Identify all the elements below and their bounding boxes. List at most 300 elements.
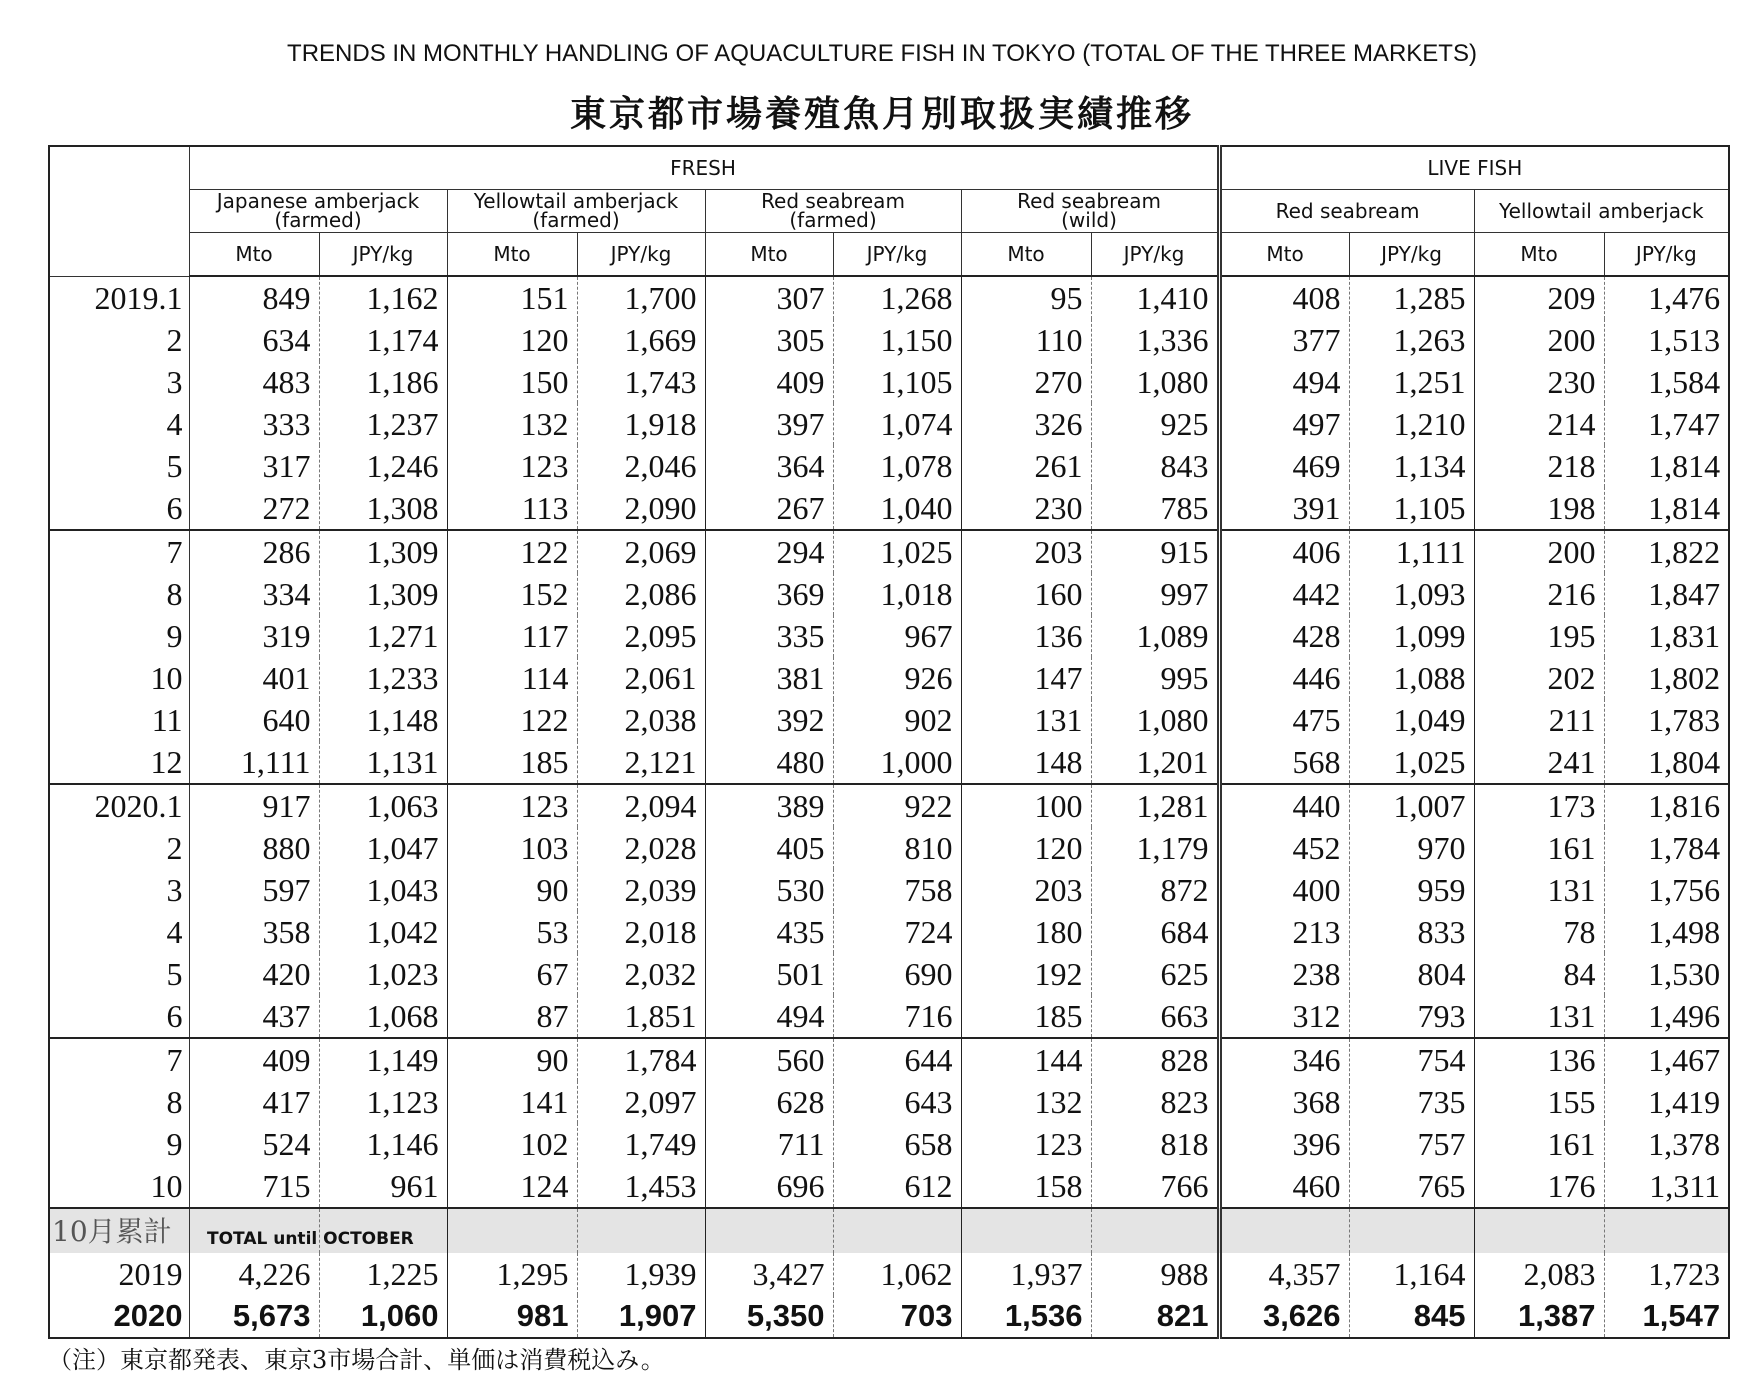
price-cell: 922 [833,784,961,827]
price-cell: 997 [1091,573,1219,615]
period-cell: 12 [49,741,189,784]
volume-cell: 192 [961,953,1091,995]
price-cell: 1,309 [319,530,447,573]
price-cell: 1,162 [319,276,447,319]
volume-cell: 144 [961,1038,1091,1081]
price-cell: 1,049 [1349,699,1474,741]
volume-cell: 460 [1219,1165,1349,1208]
volume-cell: 401 [189,657,319,699]
volume-cell: 358 [189,911,319,953]
price-cell: 995 [1091,657,1219,699]
price-cell: 1,784 [577,1038,705,1081]
species-header [705,190,961,233]
volume-cell: 147 [961,657,1091,699]
price-cell: 1,025 [1349,741,1474,784]
price-cell: 1,123 [319,1081,447,1123]
volume-cell: 497 [1219,403,1349,445]
price-cell: 2,061 [577,657,705,699]
volume-cell: 100 [961,784,1091,827]
volume-cell: 148 [961,741,1091,784]
period-cell: 2 [49,827,189,869]
volume-cell: 494 [1219,361,1349,403]
volume-cell: 84 [1474,953,1604,995]
price-cell: 872 [1091,869,1219,911]
volume-cell: 396 [1219,1123,1349,1165]
species-name: Yellowtail amberjack [1499,198,1704,223]
volume-cell: 114 [447,657,577,699]
price-cell: 988 [1091,1253,1219,1295]
price-cell: 1,210 [1349,403,1474,445]
price-cell: 823 [1091,1081,1219,1123]
price-cell: 1,749 [577,1123,705,1165]
price-cell: 1,831 [1604,615,1729,657]
volume-cell: 261 [961,445,1091,487]
volume-cell: 53 [447,911,577,953]
volume-cell: 161 [1474,1123,1604,1165]
price-cell: 970 [1349,827,1474,869]
table-row [49,699,1729,741]
volume-cell: 1,111 [189,741,319,784]
volume-cell: 90 [447,869,577,911]
volume-cell: 131 [961,699,1091,741]
volume-cell: 5,350 [705,1295,833,1338]
price-cell: 1,907 [577,1295,705,1338]
volume-cell: 95 [961,276,1091,319]
table-row [49,445,1729,487]
unit-header-row [49,233,1729,277]
volume-cell: 305 [705,319,833,361]
price-cell: 845 [1349,1295,1474,1338]
price-cell: 1,285 [1349,276,1474,319]
price-cell: 1,251 [1349,361,1474,403]
volume-cell: 435 [705,911,833,953]
price-cell: 1,816 [1604,784,1729,827]
volume-cell: 113 [447,487,577,530]
period-cell: 2020 [49,1295,189,1338]
price-cell: 915 [1091,530,1219,573]
species-name: Red seabream [1275,198,1420,223]
volume-cell: 568 [1219,741,1349,784]
price-cell: 1,669 [577,319,705,361]
price-cell: 1,410 [1091,276,1219,319]
totals-label-japanese: 10月累計 [52,1215,172,1248]
species-header [189,190,447,233]
group-header-fresh: FRESH [189,146,1219,190]
volume-cell: 364 [705,445,833,487]
price-cell: 1,700 [577,276,705,319]
volume-cell: 326 [961,403,1091,445]
volume-cell: 131 [1474,995,1604,1038]
unit-header-mto: Mto [705,233,833,277]
price-cell: 1,756 [1604,869,1729,911]
volume-cell: 446 [1219,657,1349,699]
price-cell: 1,089 [1091,615,1219,657]
price-cell: 2,090 [577,487,705,530]
volume-cell: 203 [961,869,1091,911]
volume-cell: 122 [447,530,577,573]
species-name: Red seabream [1017,189,1161,213]
price-cell: 1,093 [1349,573,1474,615]
period-cell: 4 [49,911,189,953]
volume-cell: 120 [447,319,577,361]
price-cell: 690 [833,953,961,995]
price-cell: 925 [1091,403,1219,445]
empty-cell [961,1208,1091,1253]
species-header [961,190,1219,233]
page-title-japanese: 東京都市場養殖魚月別取扱実績推移 [569,93,1194,135]
volume-cell: 397 [705,403,833,445]
period-cell: 10 [49,1165,189,1208]
price-cell: 1,237 [319,403,447,445]
price-cell: 1,007 [1349,784,1474,827]
price-cell: 1,233 [319,657,447,699]
price-cell: 1,062 [833,1253,961,1295]
price-cell: 2,086 [577,573,705,615]
volume-cell: 494 [705,995,833,1038]
empty-cell [1091,1208,1219,1253]
volume-cell: 151 [447,276,577,319]
volume-cell: 238 [1219,953,1349,995]
volume-cell: 452 [1219,827,1349,869]
volume-cell: 346 [1219,1038,1349,1081]
volume-cell: 230 [961,487,1091,530]
volume-cell: 176 [1474,1165,1604,1208]
species-qualifier: (farmed) [789,208,877,232]
volume-cell: 634 [189,319,319,361]
volume-cell: 5,673 [189,1295,319,1338]
volume-cell: 200 [1474,530,1604,573]
unit-header-mto: Mto [189,233,319,277]
period-cell: 6 [49,487,189,530]
group-header-live: LIVE FISH [1219,146,1729,190]
price-cell: 833 [1349,911,1474,953]
volume-cell: 501 [705,953,833,995]
table-row [49,361,1729,403]
volume-cell: 67 [447,953,577,995]
volume-cell: 270 [961,361,1091,403]
species-name: Yellowtail amberjack [473,189,679,213]
period-cell: 8 [49,573,189,615]
price-cell: 1,111 [1349,530,1474,573]
volume-cell: 2,083 [1474,1253,1604,1295]
period-cell: 7 [49,530,189,573]
price-cell: 1,336 [1091,319,1219,361]
price-cell: 810 [833,827,961,869]
empty-cell [577,1208,705,1253]
price-cell: 1,149 [319,1038,447,1081]
volume-cell: 150 [447,361,577,403]
table-row [49,911,1729,953]
page-title-english: TRENDS IN MONTHLY HANDLING OF AQUACULTURE FISH IN TOKYO (TOTAL OF THE THREE MARKETS) [287,40,1477,67]
price-cell: 758 [833,869,961,911]
volume-cell: 122 [447,699,577,741]
volume-cell: 230 [1474,361,1604,403]
price-cell: 2,121 [577,741,705,784]
table-body [49,276,1729,1338]
volume-cell: 334 [189,573,319,615]
price-cell: 1,105 [833,361,961,403]
table-row [49,487,1729,530]
price-cell: 1,784 [1604,827,1729,869]
species-header [1219,190,1474,233]
species-header [447,190,705,233]
volume-cell: 640 [189,699,319,741]
volume-cell: 78 [1474,911,1604,953]
price-cell: 1,078 [833,445,961,487]
period-cell: 10 [49,657,189,699]
volume-cell: 307 [705,276,833,319]
price-cell: 1,847 [1604,573,1729,615]
price-cell: 765 [1349,1165,1474,1208]
price-cell: 1,134 [1349,445,1474,487]
species-name: Japanese amberjack [216,189,420,213]
price-cell: 1,040 [833,487,961,530]
price-cell: 1,246 [319,445,447,487]
volume-cell: 420 [189,953,319,995]
volume-cell: 202 [1474,657,1604,699]
price-cell: 1,723 [1604,1253,1729,1295]
period-cell: 2019.1 [49,276,189,319]
price-cell: 1,068 [319,995,447,1038]
price-cell: 663 [1091,995,1219,1038]
price-cell: 785 [1091,487,1219,530]
volume-cell: 469 [1219,445,1349,487]
volume-cell: 132 [961,1081,1091,1123]
price-cell: 2,039 [577,869,705,911]
volume-cell: 117 [447,615,577,657]
volume-cell: 123 [447,445,577,487]
volume-cell: 218 [1474,445,1604,487]
unit-header-price: JPY/kg [833,233,961,277]
price-cell: 1,164 [1349,1253,1474,1295]
volume-cell: 981 [447,1295,577,1338]
volume-cell: 880 [189,827,319,869]
price-cell: 1,268 [833,276,961,319]
volume-cell: 267 [705,487,833,530]
table-row [49,1081,1729,1123]
volume-cell: 198 [1474,487,1604,530]
price-cell: 1,080 [1091,361,1219,403]
price-cell: 1,513 [1604,319,1729,361]
unit-header-mto: Mto [447,233,577,277]
price-cell: 643 [833,1081,961,1123]
table-row [49,530,1729,573]
volume-cell: 317 [189,445,319,487]
price-cell: 1,476 [1604,276,1729,319]
price-cell: 735 [1349,1081,1474,1123]
table-row [49,869,1729,911]
price-cell: 902 [833,699,961,741]
volume-cell: 524 [189,1123,319,1165]
volume-cell: 152 [447,573,577,615]
price-cell: 1,939 [577,1253,705,1295]
volume-cell: 428 [1219,615,1349,657]
price-cell: 1,802 [1604,657,1729,699]
price-cell: 804 [1349,953,1474,995]
price-cell: 926 [833,657,961,699]
volume-cell: 917 [189,784,319,827]
totals-label-english: TOTAL until OCTOBER [207,1229,414,1249]
table-row [49,1165,1729,1208]
unit-header-price: JPY/kg [1349,233,1474,277]
price-cell: 2,046 [577,445,705,487]
price-cell: 2,094 [577,784,705,827]
table-row [49,741,1729,784]
price-cell: 1,074 [833,403,961,445]
price-cell: 1,747 [1604,403,1729,445]
totals-row [49,1295,1729,1338]
price-cell: 1,308 [319,487,447,530]
volume-cell: 475 [1219,699,1349,741]
volume-cell: 312 [1219,995,1349,1038]
volume-cell: 158 [961,1165,1091,1208]
volume-cell: 203 [961,530,1091,573]
price-cell: 612 [833,1165,961,1208]
price-cell: 1,453 [577,1165,705,1208]
period-cell: 5 [49,953,189,995]
price-cell: 1,851 [577,995,705,1038]
volume-cell: 1,536 [961,1295,1091,1338]
price-cell: 625 [1091,953,1219,995]
empty-cell [1219,1208,1349,1253]
volume-cell: 123 [447,784,577,827]
volume-cell: 102 [447,1123,577,1165]
price-cell: 1,822 [1604,530,1729,573]
volume-cell: 213 [1219,911,1349,953]
price-cell: 959 [1349,869,1474,911]
volume-cell: 409 [705,361,833,403]
volume-cell: 389 [705,784,833,827]
volume-cell: 483 [189,361,319,403]
price-cell: 1,023 [319,953,447,995]
period-cell: 11 [49,699,189,741]
volume-cell: 87 [447,995,577,1038]
price-cell: 1,271 [319,615,447,657]
table-row [49,827,1729,869]
period-cell: 9 [49,615,189,657]
table-row [49,657,1729,699]
volume-cell: 442 [1219,573,1349,615]
table-row [49,403,1729,445]
volume-cell: 400 [1219,869,1349,911]
price-cell: 2,018 [577,911,705,953]
volume-cell: 195 [1474,615,1604,657]
price-cell: 961 [319,1165,447,1208]
price-cell: 1,467 [1604,1038,1729,1081]
volume-cell: 132 [447,403,577,445]
price-cell: 1,783 [1604,699,1729,741]
price-cell: 1,263 [1349,319,1474,361]
species-qualifier: (wild) [1061,208,1117,232]
price-cell: 818 [1091,1123,1219,1165]
period-cell: 2 [49,319,189,361]
period-cell: 8 [49,1081,189,1123]
volume-cell: 408 [1219,276,1349,319]
volume-cell: 123 [961,1123,1091,1165]
table-row [49,1123,1729,1165]
corner-cell [49,146,189,276]
volume-cell: 90 [447,1038,577,1081]
price-cell: 1,309 [319,573,447,615]
price-cell: 821 [1091,1295,1219,1338]
period-cell: 6 [49,995,189,1038]
volume-cell: 333 [189,403,319,445]
species-qualifier: (farmed) [274,208,362,232]
volume-cell: 216 [1474,573,1604,615]
table-row [49,319,1729,361]
price-cell: 1,201 [1091,741,1219,784]
price-cell: 757 [1349,1123,1474,1165]
volume-cell: 120 [961,827,1091,869]
volume-cell: 185 [447,741,577,784]
price-cell: 1,547 [1604,1295,1729,1338]
price-cell: 2,032 [577,953,705,995]
price-cell: 1,080 [1091,699,1219,741]
volume-cell: 209 [1474,276,1604,319]
volume-cell: 530 [705,869,833,911]
volume-cell: 3,626 [1219,1295,1349,1338]
price-cell: 1,042 [319,911,447,953]
price-cell: 1,496 [1604,995,1729,1038]
volume-cell: 628 [705,1081,833,1123]
unit-header-mto: Mto [1474,233,1604,277]
volume-cell: 405 [705,827,833,869]
volume-cell: 597 [189,869,319,911]
price-cell: 2,095 [577,615,705,657]
price-cell: 843 [1091,445,1219,487]
price-cell: 658 [833,1123,961,1165]
price-cell: 2,097 [577,1081,705,1123]
volume-cell: 335 [705,615,833,657]
volume-cell: 369 [705,573,833,615]
period-cell: 2019 [49,1253,189,1295]
volume-cell: 715 [189,1165,319,1208]
price-cell: 1,584 [1604,361,1729,403]
table-row [49,573,1729,615]
price-cell: 2,069 [577,530,705,573]
volume-cell: 200 [1474,319,1604,361]
price-cell: 724 [833,911,961,953]
volume-cell: 294 [705,530,833,573]
price-cell: 2,028 [577,827,705,869]
species-header [1474,190,1729,233]
price-cell: 2,038 [577,699,705,741]
unit-header-price: JPY/kg [319,233,447,277]
volume-cell: 136 [961,615,1091,657]
price-cell: 967 [833,615,961,657]
table-row [49,784,1729,827]
period-cell: 2020.1 [49,784,189,827]
period-cell: 3 [49,869,189,911]
unit-header-mto: Mto [1219,233,1349,277]
volume-cell: 392 [705,699,833,741]
volume-cell: 185 [961,995,1091,1038]
price-cell: 766 [1091,1165,1219,1208]
unit-header-price: JPY/kg [1091,233,1219,277]
volume-cell: 286 [189,530,319,573]
price-cell: 703 [833,1295,961,1338]
price-cell: 754 [1349,1038,1474,1081]
volume-cell: 180 [961,911,1091,953]
price-cell: 1,918 [577,403,705,445]
volume-cell: 560 [705,1038,833,1081]
price-cell: 1,419 [1604,1081,1729,1123]
volume-cell: 124 [447,1165,577,1208]
price-cell: 1,099 [1349,615,1474,657]
totals-label-row [49,1208,1729,1253]
volume-cell: 1,387 [1474,1295,1604,1338]
price-cell: 1,148 [319,699,447,741]
